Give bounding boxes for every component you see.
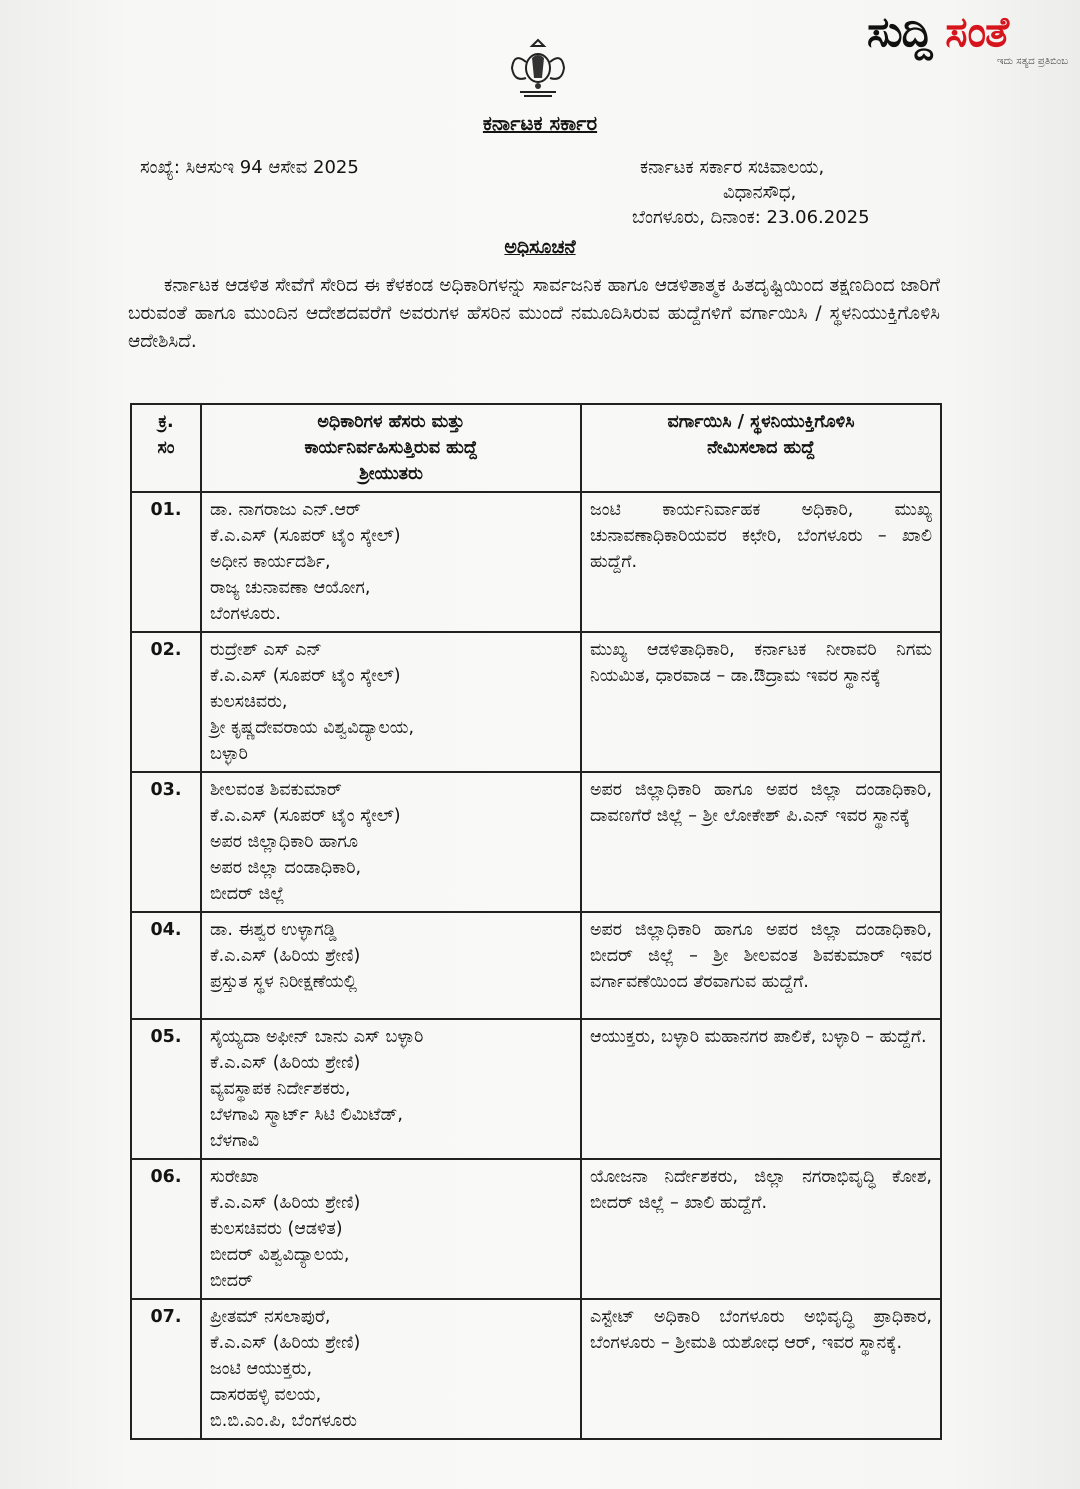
brand-logo [867, 7, 1072, 72]
officer-detail-line: ಶ್ರೀ ಕೃಷ್ಣದೇವರಾಯ ವಿಶ್ವವಿದ್ಯಾಲಯ, [210, 718, 415, 738]
header-serial [131, 404, 201, 492]
row-officer [201, 1019, 581, 1159]
officer-detail-line: ಕೆ.ಎ.ಎಸ್ (ಹಿರಿಯ ಶ್ರೇಣಿ) [210, 1053, 361, 1073]
officer-detail-line: ಡಾ. ನಾಗರಾಜು ಎನ್.ಆರ್ [210, 500, 361, 520]
row-officer [201, 1299, 581, 1439]
order-number: ಸಂಖ್ಯೆ: ಸಿಆಸುಇ 94 ಆಸೇವ 2025 [140, 157, 359, 178]
table-row [131, 1019, 941, 1159]
posted-to-text: ಅಪರ ಜಿಲ್ಲಾಧಿಕಾರಿ ಹಾಗೂ ಅಪರ ಜಿಲ್ಲಾ ದಂಡಾಧಿಕಾರಿ, ದಾವಣಗೆರೆ ಜಿಲ್ಲೆ – ಶ್ರೀ ಲೋಕೇಶ್ ಪಿ.ಎನ್ ಇವರ ಸ್ಥಾನಕ್ಕೆ [590, 780, 932, 826]
table-row [131, 772, 941, 912]
header-serial-line2: ಸಂ [157, 438, 175, 458]
officer-detail-line: ಅಪರ ಜಿಲ್ಲಾ ದಂಡಾಧಿಕಾರಿ, [210, 858, 362, 878]
officer-detail-line: ಕೆ.ಎ.ಎಸ್ (ಹಿರಿಯ ಶ್ರೇಣಿ) [210, 1333, 361, 1353]
officer-detail-line: ಕುಲಸಚಿವರು (ಆಡಳಿತ) [210, 1219, 343, 1239]
row-posted-to [581, 1159, 941, 1299]
header-officer-line1: ಅಧಿಕಾರಿಗಳ ಹೆಸರು ಮತ್ತು [317, 412, 465, 432]
officer-detail-line: ಪ್ರೀತಮ್ ನಸಲಾಪುರೆ, [210, 1307, 331, 1327]
officer-detail-line: ಕೆ.ಎ.ಎಸ್ (ಸೂಪರ್ ಟೈಂ ಸ್ಕೇಲ್) [210, 526, 401, 546]
row-posted-to [581, 632, 941, 772]
officer-detail-line: ಬಳ್ಳಾರಿ [210, 744, 248, 764]
officer-detail-line: ಶೀಲವಂತ ಶಿವಕುಮಾರ್ [210, 780, 342, 800]
officer-detail-line: ಬೀದರ್ [210, 1271, 254, 1291]
table-header-row [131, 404, 941, 492]
row-serial: 06. [131, 1159, 201, 1299]
officer-detail-line: ಅಧೀನ ಕಾರ್ಯದರ್ಶಿ, [210, 552, 331, 572]
row-posted-to [581, 1299, 941, 1439]
row-posted-to [581, 492, 941, 632]
header-officer [201, 404, 581, 492]
officer-detail-line: ಕೆ.ಎ.ಎಸ್ (ಸೂಪರ್ ಟೈಂ ಸ್ಕೇಲ್) [210, 666, 401, 686]
row-serial: 02. [131, 632, 201, 772]
officer-detail-line: ಕೆ.ಎ.ಎಸ್ (ಹಿರಿಯ ಶ್ರೇಣಿ) [210, 1193, 361, 1213]
officer-detail-line: ಬೆಂಗಳೂರು. [210, 604, 281, 624]
row-serial: 07. [131, 1299, 201, 1439]
row-serial: 03. [131, 772, 201, 912]
posted-to-text: ಅಪರ ಜಿಲ್ಲಾಧಿಕಾರಿ ಹಾಗೂ ಅಪರ ಜಿಲ್ಲಾ ದಂಡಾಧಿಕಾರಿ, ಬೀದರ್ ಜಿಲ್ಲೆ – ಶ್ರೀ ಶೀಲವಂತ ಶಿವಕುಮಾರ್ ಇವರ ವರ್ಗಾವಣೆಯಿಂದ ತೆರವಾಗುವ ಹುದ್ದೆಗೆ. [590, 920, 932, 992]
header-posted-line1: ವರ್ಗಾಯಿಸಿ / ಸ್ಥಳನಿಯುಕ್ತಿಗೊಳಿಸಿ [667, 412, 855, 432]
row-serial: 04. [131, 912, 201, 1019]
officer-detail-line: ಕುಲಸಚಿವರು, [210, 692, 288, 712]
intro-paragraph [128, 272, 940, 356]
header-serial-line1: ಕ್ರ. [158, 412, 174, 432]
officer-detail-line: ಕೆ.ಎ.ಎಸ್ (ಸೂಪರ್ ಟೈಂ ಸ್ಕೇಲ್) [210, 806, 401, 826]
header-posted-line2: ನೇಮಿಸಲಾದ ಹುದ್ದೆ [707, 438, 815, 458]
table-row [131, 1159, 941, 1299]
officer-detail-line: ಸೈಯ್ಯದಾ ಅಫೀನ್ ಬಾನು ಎಸ್ ಬಳ್ಳಾರಿ [210, 1027, 424, 1047]
officer-detail-line: ಬೀದರ್ ಜಿಲ್ಲೆ [210, 884, 285, 904]
row-serial: 05. [131, 1019, 201, 1159]
officer-detail-line: ಬೀದರ್ ವಿಶ್ವವಿದ್ಯಾಲಯ, [210, 1245, 350, 1265]
row-officer [201, 912, 581, 1019]
header-officer-line2: ಕಾರ್ಯನಿರ್ವಹಿಸುತ್ತಿರುವ ಹುದ್ದೆ [304, 438, 478, 458]
row-officer [201, 492, 581, 632]
officer-detail-line: ಅಪರ ಜಿಲ್ಲಾಧಿಕಾರಿ ಹಾಗೂ [210, 832, 359, 852]
posted-to-text: ಯೋಜನಾ ನಿರ್ದೇಶಕರು, ಜಿಲ್ಲಾ ನಗರಾಭಿವೃದ್ಧಿ ಕೋಶ, ಬೀದರ್ ಜಿಲ್ಲೆ – ಖಾಲಿ ಹುದ್ದೆಗೆ. [590, 1167, 932, 1213]
office-line-2: ವಿಧಾನಸೌಧ, [723, 182, 797, 203]
officer-detail-line: ದಾಸರಹಳ್ಳಿ ವಲಯ, [210, 1385, 322, 1405]
posted-to-text: ಮುಖ್ಯ ಆಡಳಿತಾಧಿಕಾರಿ, ಕರ್ನಾಟಕ ನೀರಾವರಿ ನಿಗಮ ನಿಯಮಿತ, ಧಾರವಾಡ – ಡಾ.ಔದ್ರಾಮ ಇವರ ಸ್ಥಾನಕ್ಕೆ [590, 640, 932, 686]
transfer-table [130, 403, 942, 1440]
officer-detail-line: ರಾಜ್ಯ ಚುನಾವಣಾ ಆಯೋಗ, [210, 578, 371, 598]
officer-detail-line: ಪ್ರಸ್ತುತ ಸ್ಥಳ ನಿರೀಕ್ಷಣೆಯಲ್ಲಿ [210, 972, 357, 992]
brand-tagline: ಇದು ಸತ್ಯದ ಪ್ರತಿಬಿಂಬ [996, 56, 1068, 67]
officer-detail-line: ಕೆ.ಎ.ಎಸ್ (ಹಿರಿಯ ಶ್ರೇಣಿ) [210, 946, 361, 966]
posted-to-text: ಆಯುಕ್ತರು, ಬಳ್ಳಾರಿ ಮಹಾನಗರ ಪಾಲಿಕೆ, ಬಳ್ಳಾರಿ – ಹುದ್ದೆಗೆ. [590, 1027, 927, 1047]
state-emblem-icon [506, 38, 570, 100]
officer-detail-line: ಬೆಳಗಾವಿ [210, 1131, 260, 1151]
office-date-line: ಬೆಂಗಳೂರು, ದಿನಾಂಕ: 23.06.2025 [632, 207, 870, 228]
brand-name [867, 4, 1008, 60]
header-posted [581, 404, 941, 492]
posted-to-text: ಜಂಟಿ ಕಾರ್ಯನಿರ್ವಾಹಕ ಅಧಿಕಾರಿ, ಮುಖ್ಯ ಚುನಾವಣಾಧಿಕಾರಿಯವರ ಕಛೇರಿ, ಬೆಂಗಳೂರು – ಖಾಲಿ ಹುದ್ದೆಗೆ. [590, 500, 932, 572]
table-row [131, 1299, 941, 1439]
row-posted-to [581, 912, 941, 1019]
row-officer [201, 1159, 581, 1299]
brand-name-part2: ಸಂತೆ [945, 7, 1009, 56]
officer-detail-line: ಬಿ.ಬಿ.ಎಂ.ಪಿ, ಬೆಂಗಳೂರು [210, 1411, 357, 1431]
officer-detail-line: ವ್ಯವಸ್ಥಾಪಕ ನಿರ್ದೇಶಕರು, [210, 1079, 351, 1099]
intro-text: ಕರ್ನಾಟಕ ಆಡಳಿತ ಸೇವೆಗೆ ಸೇರಿದ ಈ ಕೆಳಕಂಡ ಅಧಿಕಾರಿಗಳನ್ನು ಸಾರ್ವಜನಿಕ ಹಾಗೂ ಆಡಳಿತಾತ್ಮಕ ಹಿತದೃಷ್ಟಿಯಿಂದ ತಕ್ಷಣದಿಂದ ಜಾರಿಗೆ ಬರುವಂತೆ ಹಾಗೂ ಮುಂದಿನ ಆದೇಶದವರೆಗೆ ಅವರುಗಳ ಹೆಸರಿನ ಮುಂದೆ ನಮೂದಿಸಿರುವ ಹುದ್ದೆಗಳಿಗೆ ವರ್ಗಾಯಿಸಿ / ಸ್ಥಳನಿಯುಕ್ತಿಗೊಳಿಸಿ ಆದೇಶಿಸಿದೆ. [128, 275, 940, 352]
table-row [131, 492, 941, 632]
row-serial: 01. [131, 492, 201, 632]
officer-detail-line: ಜಂಟಿ ಆಯುಕ್ತರು, [210, 1359, 313, 1379]
officer-detail-line: ರುದ್ರೇಶ್ ಎಸ್ ಎನ್ [210, 640, 322, 660]
header-officer-line3: ಶ್ರೀಯುತರು [359, 464, 423, 484]
officer-detail-line: ಡಾ. ಈಶ್ವರ ಉಳ್ಳಾಗಡ್ಡಿ [210, 920, 337, 940]
row-officer [201, 772, 581, 912]
brand-name-part1: ಸುದ್ದಿ [867, 7, 932, 56]
posted-to-text: ಎಸ್ಟೇಟ್ ಅಧಿಕಾರಿ ಬೆಂಗಳೂರು ಅಭಿವೃದ್ಧಿ ಪ್ರಾಧಿಕಾರ, ಬೆಂಗಳೂರು – ಶ್ರೀಮತಿ ಯಶೋಧ ಆರ್, ಇವರ ಸ್ಥಾನಕ್ಕೆ. [590, 1307, 932, 1353]
office-line-1: ಕರ್ನಾಟಕ ಸರ್ಕಾರ ಸಚಿವಾಲಯ, [640, 157, 825, 178]
officer-detail-line: ಬೆಳಗಾವಿ ಸ್ಮಾರ್ಟ್ ಸಿಟಿ ಲಿಮಿಟೆಡ್, [210, 1105, 403, 1125]
government-heading: ಕರ್ನಾಟಕ ಸರ್ಕಾರ [482, 111, 598, 135]
notification-title: ಅಧಿಸೂಚನೆ [504, 236, 576, 258]
table-row [131, 632, 941, 772]
row-officer [201, 632, 581, 772]
row-posted-to [581, 772, 941, 912]
table-row [131, 912, 941, 1019]
officer-detail-line: ಸುರೇಖಾ [210, 1167, 259, 1187]
row-posted-to [581, 1019, 941, 1159]
